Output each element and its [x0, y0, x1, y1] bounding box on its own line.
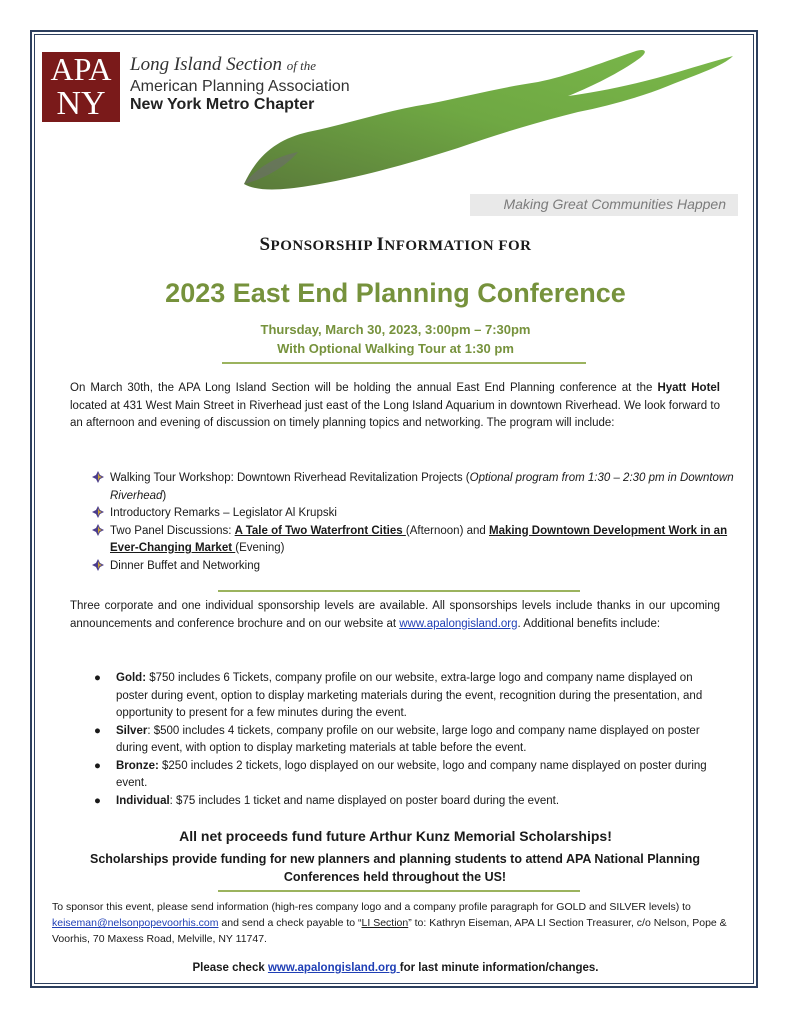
check-website-note: Please check www.apalongisland.org for last minute information/changes.: [192, 962, 599, 974]
bullet-dot-icon: ●: [94, 759, 101, 772]
list-item: Dinner Buffet and Networking: [92, 558, 742, 576]
list-item: Walking Tour Workshop: Downtown Riverhead Revitalization Projects (Optional program from 1:30 – 2:30 pm in Downtown Riverhead): [92, 470, 742, 505]
intro-paragraph: On March 30th, the APA Long Island Section will be holding the annual East End Planning conference at the Hyatt Hotel located at 431 West Main Street in Riverhead just east of the Long Island Aquarium in downtown Riverhead. We look forward to an afternoon and evening of discussion on timely planning topics and networking. The program will include:: [70, 382, 720, 429]
page-title: 2023 East End Planning Conference: [165, 278, 626, 308]
panel-title-2: Making Downtown Development Work in an Ever-Changing Market: [110, 524, 728, 554]
list-item: Introductory Remarks – Legislator Al Krupski: [92, 505, 742, 523]
sponsorship-levels-list: [92, 670, 717, 810]
bullet-dot-icon: ●: [94, 672, 101, 684]
walking-tour-line: With Optional Walking Tour at 1:30 pm: [277, 341, 514, 356]
email-link[interactable]: keiseman@nelsonpopevoorhis.com: [52, 917, 219, 929]
list-item: ● Gold: $750 includes 6 Tickets, company profile on our website, extra-large logo and company name displayed on poster during event, option to display marketing materials during the event, recognition during the presentation, and opportunity to present for a few minutes during the event.: [94, 672, 703, 719]
apa-ny-logo: [42, 52, 120, 122]
divider: [218, 890, 580, 892]
arrow-bullet-icon: [92, 524, 104, 536]
logo-line1: APA: [50, 51, 112, 87]
arrow-bullet-icon: [92, 506, 104, 518]
bullet-dot-icon: ●: [94, 724, 101, 737]
event-date-line: Thursday, March 30, 2023, 3:00pm – 7:30pm: [260, 322, 531, 337]
org-section-name: Long Island Section: [130, 54, 282, 75]
event-date: [0, 320, 791, 358]
sponsorship-heading: SPONSORSHIP INFORMATION FOR: [259, 234, 532, 255]
bullet-dot-icon: ●: [94, 794, 101, 807]
payee-name: LI Section: [361, 917, 409, 929]
organization-name: [130, 54, 350, 114]
org-association-name: American Planning Association: [130, 78, 350, 95]
divider: [222, 362, 586, 364]
scholarship-note: Scholarships provide funding for new planners and planning students to attend APA National Planning Conferences held throughout the US!: [90, 852, 700, 884]
hotel-name: Hyatt Hotel: [657, 382, 720, 394]
arrow-bullet-icon: [92, 559, 104, 571]
list-item: ● Silver: $500 includes 4 tickets, company profile on our website, large logo and company name displayed on poster during event, with option to display marketing materials at table before the event.: [94, 724, 700, 754]
org-chapter-name: New York Metro Chapter: [130, 96, 315, 113]
list-item: ● Individual: $75 includes 1 ticket and name displayed on poster board during the event.: [92, 793, 717, 811]
panel-title-1: A Tale of Two Waterfront Cities: [234, 524, 406, 537]
list-item: ● Bronze: $250 includes 2 tickets, logo displayed on our website, logo and company name displayed on poster during event.: [94, 759, 707, 789]
sponsor-instructions: To sponsor this event, please send information (high-res company logo and a company profile paragraph for GOLD and SILVER levels) to keiseman@nelsonpopevoorhis.com and send a check payable to “LI Section” to: Kathryn Eiseman, APA LI Section Treasurer, c/o Nelson, Pope & Voorhis, 70 Maxess Road, Melville, NY 11747.: [52, 901, 727, 945]
website-link-footer[interactable]: www.apalongisland.org: [267, 962, 400, 974]
logo-line2: NY: [56, 85, 106, 122]
proceeds-heading: All net proceeds fund future Arthur Kunz Memorial Scholarships!: [179, 828, 612, 844]
tagline: Making Great Communities Happen: [503, 196, 726, 212]
divider: [218, 590, 580, 592]
header-banner: [40, 44, 738, 216]
levels-intro-paragraph: Three corporate and one individual sponsorship levels are available. All sponsorships levels include thanks in our upcoming announcements and conference brochure and on our website at www.apalongisland.org. Additional benefits include:: [70, 600, 720, 630]
arrow-bullet-icon: [92, 471, 104, 483]
website-link[interactable]: www.apalongisland.org: [399, 617, 518, 630]
list-item: Two Panel Discussions: A Tale of Two Waterfront Cities (Afternoon) and Making Downtown Development Work in an Ever-Changing Market (Evening): [92, 523, 742, 558]
program-list: [92, 470, 742, 575]
org-of-the: of the: [286, 58, 316, 73]
